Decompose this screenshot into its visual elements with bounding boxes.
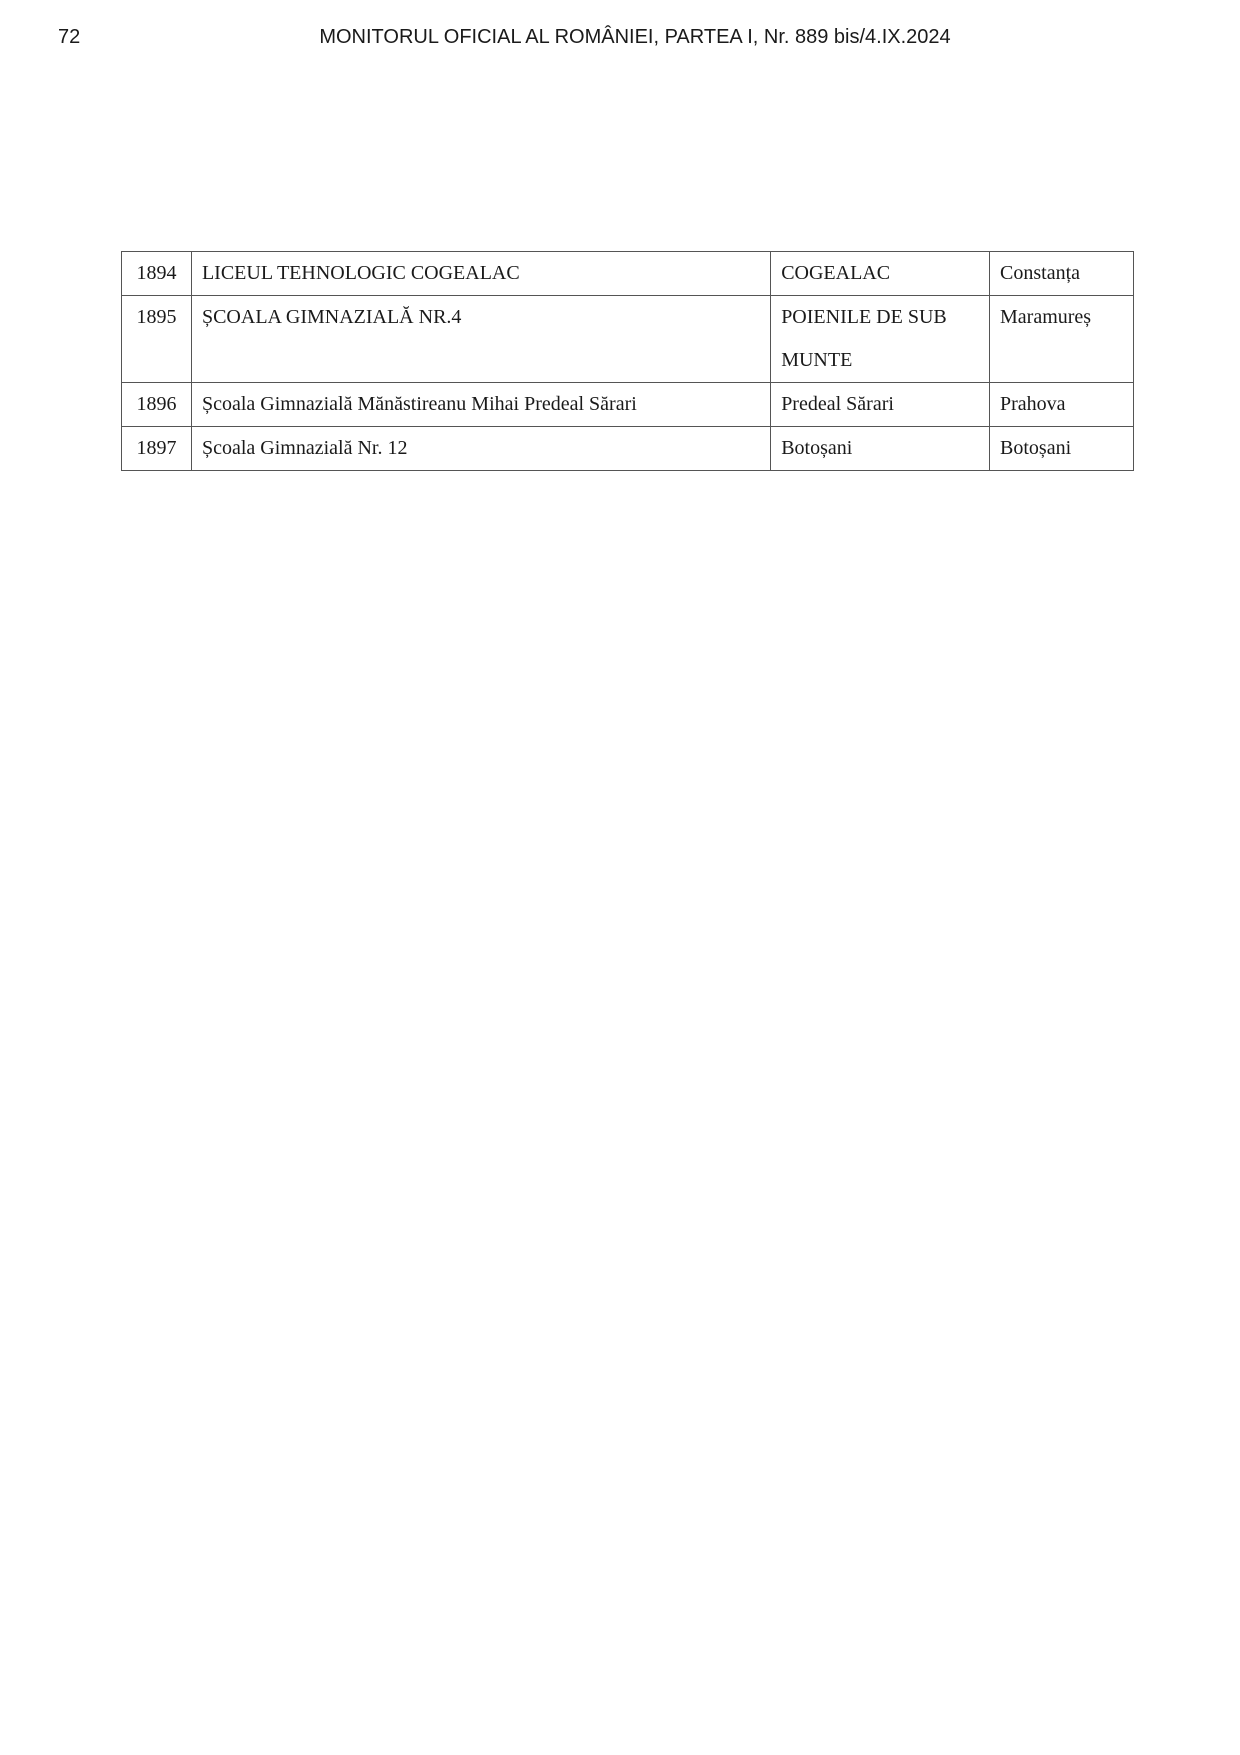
locality: POIENILE DE SUB MUNTE: [771, 296, 990, 383]
county: Constanța: [990, 252, 1134, 296]
county: Botoșani: [990, 427, 1134, 471]
row-number: 1895: [122, 296, 192, 383]
locality: Botoșani: [771, 427, 990, 471]
county: Maramureș: [990, 296, 1134, 383]
table-row: [122, 296, 1134, 383]
locality: COGEALAC: [771, 252, 990, 296]
table-row: [122, 252, 1134, 296]
row-number: 1894: [122, 252, 192, 296]
row-number: 1896: [122, 383, 192, 427]
school-name: LICEUL TEHNOLOGIC COGEALAC: [191, 252, 770, 296]
schools-table: [121, 251, 1134, 471]
row-number: 1897: [122, 427, 192, 471]
gazette-title: MONITORUL OFICIAL AL ROMÂNIEI, PARTEA I, Nr. 889 bis/4.IX.2024: [319, 26, 951, 48]
table-row: [122, 427, 1134, 471]
table-row: [122, 383, 1134, 427]
school-name: Școala Gimnazială Nr. 12: [191, 427, 770, 471]
locality: Predeal Sărari: [771, 383, 990, 427]
page-number: 72: [58, 26, 81, 48]
school-name: ȘCOALA GIMNAZIALĂ NR.4: [191, 296, 770, 383]
county: Prahova: [990, 383, 1134, 427]
school-name: Școala Gimnazială Mănăstireanu Mihai Predeal Sărari: [191, 383, 770, 427]
page-header: [0, 22, 1240, 52]
